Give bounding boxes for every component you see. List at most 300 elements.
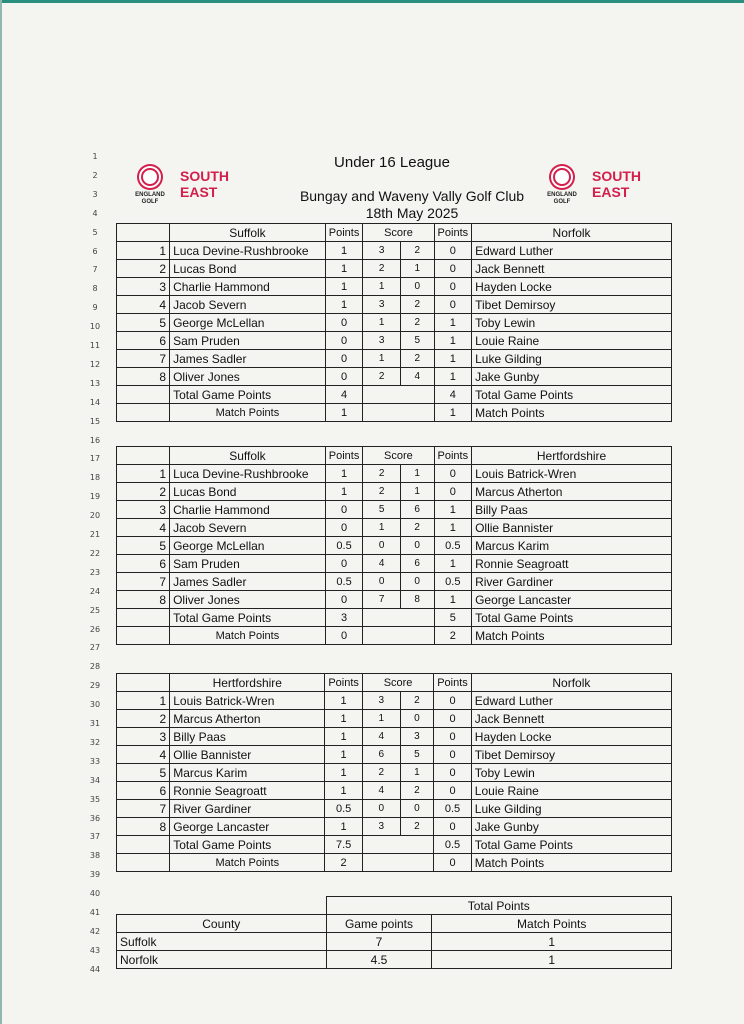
- row-number: 10: [89, 322, 101, 332]
- player-a-name: Jacob Severn: [170, 519, 326, 537]
- row-number: 14: [89, 397, 101, 407]
- player-b-name: Jake Gunby: [471, 818, 671, 836]
- player-a-points: 1: [325, 710, 363, 728]
- player-a-name: Jacob Severn: [170, 296, 326, 314]
- player-b-points: 0: [434, 692, 472, 710]
- player-b-score: 0: [400, 537, 434, 555]
- match-table: [116, 673, 672, 872]
- table-row: [117, 519, 672, 537]
- game-number: 8: [117, 818, 170, 836]
- player-a-name: James Sadler: [170, 350, 326, 368]
- logo-eg-line1: ENGLAND: [547, 192, 577, 198]
- player-a-name: Luca Devine-Rushbrooke: [170, 242, 326, 260]
- player-b-score: 1: [400, 764, 434, 782]
- row-number: 24: [89, 586, 101, 596]
- player-a-score: 4: [363, 555, 401, 573]
- player-b-points: 0: [434, 710, 472, 728]
- player-b-name: Marcus Atherton: [472, 483, 672, 501]
- total-game-points-label: Total Game Points: [170, 386, 326, 404]
- row-number: 11: [89, 341, 101, 350]
- table-row: [117, 368, 672, 386]
- player-b-name: Jack Bennett: [471, 710, 671, 728]
- player-b-name: Tibet Demirsoy: [472, 296, 672, 314]
- player-a-points: 1: [325, 818, 363, 836]
- game-number: 2: [117, 483, 170, 501]
- match-points-label: Match Points: [472, 404, 672, 422]
- row-number: 2: [92, 170, 98, 180]
- game-number: 4: [117, 746, 170, 764]
- player-b-points: 0: [434, 465, 472, 483]
- row-number: 27: [89, 643, 101, 653]
- player-a-score: 2: [363, 483, 401, 501]
- game-number: 2: [117, 710, 170, 728]
- player-b-points: 1: [434, 368, 472, 386]
- player-a-name: George McLellan: [170, 314, 326, 332]
- row-number: 8: [92, 284, 98, 294]
- player-b-points: 0.5: [434, 573, 472, 591]
- player-b-score: 0: [400, 573, 434, 591]
- row-number: 39: [89, 870, 101, 880]
- table-row: [117, 951, 672, 969]
- player-a-points: 0: [325, 314, 363, 332]
- player-a-points: 0: [325, 501, 363, 519]
- player-a-points: 1: [325, 782, 363, 800]
- table-row: [117, 933, 672, 951]
- game-number: 6: [117, 782, 170, 800]
- row-number: 20: [89, 511, 101, 521]
- game-number: 1: [117, 242, 170, 260]
- scan-edge-top: [0, 0, 744, 3]
- player-b-name: Edward Luther: [471, 692, 671, 710]
- player-b-score: 8: [400, 591, 434, 609]
- row-number: 36: [89, 813, 101, 823]
- league-title: Under 16 League: [334, 154, 450, 171]
- match-points-value: 1: [432, 933, 672, 951]
- player-b-name: Luke Gilding: [472, 350, 672, 368]
- game-number: 8: [117, 591, 170, 609]
- logo-eg-line1: ENGLAND: [135, 192, 165, 198]
- player-b-score: 1: [400, 483, 434, 501]
- game-number: 3: [117, 501, 170, 519]
- game-number: 4: [117, 296, 170, 314]
- player-a-points: 1: [325, 296, 363, 314]
- match-table: [116, 223, 672, 422]
- total-points-title: Total Points: [326, 897, 671, 915]
- game-number: 7: [117, 350, 170, 368]
- player-a-score: 2: [363, 465, 401, 483]
- score-column-header: Score: [363, 224, 434, 242]
- game-number: 5: [117, 537, 170, 555]
- player-b-score: 2: [400, 314, 434, 332]
- match-points-label: Match Points: [170, 627, 326, 645]
- england-golf-rose-icon: [130, 164, 170, 206]
- game-number: 3: [117, 728, 170, 746]
- row-number: 43: [89, 945, 101, 955]
- player-b-name: George Lancaster: [472, 591, 672, 609]
- row-number: 12: [89, 359, 101, 369]
- player-a-score: 3: [362, 692, 400, 710]
- row-number: 5: [92, 227, 98, 237]
- player-b-score: 2: [400, 782, 434, 800]
- player-a-points: 0.5: [325, 800, 363, 818]
- player-a-name: River Gardiner: [170, 800, 325, 818]
- row-number: 30: [89, 700, 101, 710]
- team-b-match-points: 1: [434, 404, 472, 422]
- player-b-points: 1: [434, 314, 472, 332]
- player-b-name: Hayden Locke: [472, 278, 672, 296]
- player-a-score: 4: [362, 728, 400, 746]
- points-column-header: Points: [434, 447, 472, 465]
- logo-eg-line2: GOLF: [553, 199, 571, 205]
- points-column-header: Points: [434, 674, 472, 692]
- row-number: 35: [89, 794, 101, 804]
- team-a-header: Suffolk: [170, 224, 326, 242]
- player-b-score: 2: [400, 350, 434, 368]
- row-number: 44: [89, 964, 101, 974]
- player-a-points: 1: [325, 278, 363, 296]
- logo-text-line2: EAST: [180, 184, 218, 200]
- row-number: 19: [89, 492, 101, 502]
- player-b-points: 1: [434, 332, 472, 350]
- player-a-name: Ollie Bannister: [170, 746, 325, 764]
- logo-text-line2: EAST: [592, 184, 630, 200]
- england-golf-logo-right: [542, 164, 641, 206]
- table-row: [117, 314, 672, 332]
- player-b-score: 2: [400, 818, 434, 836]
- player-b-points: 0.5: [434, 800, 472, 818]
- player-b-score: 4: [400, 368, 434, 386]
- player-b-points: 1: [434, 591, 472, 609]
- table-row: [117, 764, 672, 782]
- player-b-score: 6: [400, 555, 434, 573]
- match-points-label: Match Points: [170, 404, 326, 422]
- match-date: 18th May 2025: [365, 205, 459, 221]
- player-b-name: Louis Batrick-Wren: [472, 465, 672, 483]
- player-b-name: Jake Gunby: [472, 368, 672, 386]
- player-b-name: Tibet Demirsoy: [471, 746, 671, 764]
- player-b-name: Jack Bennett: [472, 260, 672, 278]
- match-points-label: Match Points: [472, 627, 672, 645]
- team-a-match-points: 0: [325, 627, 363, 645]
- player-a-points: 0: [325, 591, 363, 609]
- team-b-header: Hertfordshire: [472, 447, 672, 465]
- player-b-score: 5: [400, 332, 434, 350]
- player-b-score: 6: [400, 501, 434, 519]
- match-points-column-header: Match Points: [432, 915, 672, 933]
- row-number: 22: [89, 548, 101, 558]
- player-a-name: Charlie Hammond: [170, 501, 326, 519]
- row-number: 28: [89, 662, 101, 672]
- game-number: 4: [117, 519, 170, 537]
- team-b-header: Norfolk: [472, 224, 672, 242]
- player-b-score: 2: [400, 242, 434, 260]
- game-number: 6: [117, 332, 170, 350]
- player-a-name: George McLellan: [170, 537, 326, 555]
- table-row: [117, 800, 672, 818]
- score-column-header: Score: [362, 674, 433, 692]
- match-points-label: Match Points: [471, 854, 671, 872]
- table-row: [117, 746, 672, 764]
- player-a-name: Lucas Bond: [170, 483, 326, 501]
- table-row: [117, 501, 672, 519]
- row-number: 6: [92, 246, 98, 256]
- table-row: [117, 728, 672, 746]
- row-number: 29: [89, 681, 101, 691]
- table-row: [117, 278, 672, 296]
- team-b-total: 0.5: [434, 836, 472, 854]
- row-number: 34: [89, 775, 101, 785]
- table-row: [117, 591, 672, 609]
- player-b-points: 1: [434, 555, 472, 573]
- table-row: [117, 692, 672, 710]
- player-a-points: 0: [325, 368, 363, 386]
- player-a-points: 0: [325, 332, 363, 350]
- player-b-name: Edward Luther: [472, 242, 672, 260]
- player-b-points: 0: [434, 728, 472, 746]
- player-a-score: 0: [363, 573, 401, 591]
- player-a-name: James Sadler: [170, 573, 326, 591]
- row-number: 32: [89, 737, 101, 747]
- match-points-label: Match Points: [170, 854, 325, 872]
- total-game-points-label: Total Game Points: [471, 836, 671, 854]
- team-a-total: 7.5: [325, 836, 363, 854]
- player-b-score: 2: [400, 296, 434, 314]
- table-row: [117, 573, 672, 591]
- player-a-score: 1: [362, 710, 400, 728]
- row-number: 16: [89, 435, 101, 445]
- row-number: 9: [92, 303, 98, 313]
- county-column-header: County: [117, 915, 327, 933]
- row-number: 26: [89, 624, 101, 634]
- player-b-score: 5: [400, 746, 434, 764]
- logo-text-line1: SOUTH: [180, 168, 229, 184]
- team-b-total: 5: [434, 609, 472, 627]
- player-b-points: 0: [434, 818, 472, 836]
- county-name: Suffolk: [117, 933, 327, 951]
- table-row: [117, 555, 672, 573]
- row-number: 15: [89, 416, 101, 426]
- team-a-total: 3: [325, 609, 363, 627]
- table-row: [117, 296, 672, 314]
- total-points-table: [116, 896, 672, 969]
- player-a-points: 0: [325, 350, 363, 368]
- total-game-points-row: [117, 386, 672, 404]
- player-a-points: 1: [325, 260, 363, 278]
- player-a-score: 1: [363, 314, 401, 332]
- player-a-name: Oliver Jones: [170, 591, 326, 609]
- player-a-name: Billy Paas: [170, 728, 325, 746]
- table-row: [117, 350, 672, 368]
- points-column-header: Points: [325, 447, 363, 465]
- player-a-points: 1: [325, 465, 363, 483]
- player-b-score: 1: [400, 465, 434, 483]
- player-b-name: Ronnie Seagroatt: [472, 555, 672, 573]
- game-number: 5: [117, 314, 170, 332]
- logo-eg-line2: GOLF: [141, 199, 159, 205]
- match-points-value: 1: [432, 951, 672, 969]
- player-a-score: 3: [362, 818, 400, 836]
- player-b-points: 0: [434, 242, 472, 260]
- row-number: 37: [89, 832, 101, 842]
- game-number: 3: [117, 278, 170, 296]
- points-column-header: Points: [325, 224, 363, 242]
- venue-name: Bungay and Waveny Vally Golf Club: [299, 188, 525, 204]
- game-number: 6: [117, 555, 170, 573]
- total-game-points-row: [117, 836, 672, 854]
- player-b-score: 1: [400, 260, 434, 278]
- player-a-name: Sam Pruden: [170, 332, 326, 350]
- logo-text-line1: SOUTH: [592, 168, 641, 184]
- row-number: 23: [89, 567, 101, 577]
- row-number: 42: [89, 926, 101, 936]
- game-points-column-header: Game points: [326, 915, 432, 933]
- row-number: 38: [89, 851, 101, 861]
- player-a-score: 7: [363, 591, 401, 609]
- table-row: [117, 782, 672, 800]
- player-b-name: Billy Paas: [472, 501, 672, 519]
- player-a-name: Luca Devine-Rushbrooke: [170, 465, 326, 483]
- total-game-points-row: [117, 609, 672, 627]
- county-name: Norfolk: [117, 951, 327, 969]
- points-column-header: Points: [434, 224, 472, 242]
- player-a-name: Louis Batrick-Wren: [170, 692, 325, 710]
- match-points-row: [117, 404, 672, 422]
- player-a-points: 0: [325, 555, 363, 573]
- player-b-name: Marcus Karim: [472, 537, 672, 555]
- player-a-score: 2: [363, 260, 401, 278]
- game-number: 2: [117, 260, 170, 278]
- team-b-header: Norfolk: [471, 674, 671, 692]
- team-b-match-points: 2: [434, 627, 472, 645]
- score-column-header: Score: [363, 447, 434, 465]
- row-number: 18: [89, 473, 101, 483]
- player-b-points: 1: [434, 501, 472, 519]
- row-number: 41: [89, 908, 101, 917]
- table-row: [117, 242, 672, 260]
- player-b-score: 0: [400, 710, 434, 728]
- player-b-points: 0: [434, 296, 472, 314]
- player-a-score: 0: [362, 800, 400, 818]
- team-b-total: 4: [434, 386, 472, 404]
- player-a-score: 1: [363, 350, 401, 368]
- player-a-score: 3: [363, 332, 401, 350]
- total-game-points-label: Total Game Points: [472, 609, 672, 627]
- player-b-points: 0: [434, 782, 472, 800]
- table-row: [117, 465, 672, 483]
- table-row: [117, 483, 672, 501]
- player-b-name: Hayden Locke: [471, 728, 671, 746]
- player-a-name: Oliver Jones: [170, 368, 326, 386]
- player-a-points: 1: [325, 483, 363, 501]
- player-a-score: 3: [363, 296, 401, 314]
- player-b-points: 1: [434, 350, 472, 368]
- row-number: 33: [89, 756, 101, 766]
- total-game-points-label: Total Game Points: [170, 836, 325, 854]
- row-number: 13: [89, 378, 101, 388]
- game-number: 8: [117, 368, 170, 386]
- england-golf-rose-icon: [542, 164, 582, 206]
- player-b-score: 3: [400, 728, 434, 746]
- table-row: [117, 818, 672, 836]
- team-a-match-points: 2: [325, 854, 363, 872]
- row-number: 25: [89, 605, 101, 615]
- row-number: 31: [89, 719, 101, 728]
- player-b-name: Toby Lewin: [471, 764, 671, 782]
- england-golf-logo-left: [130, 164, 229, 206]
- player-b-name: Louie Raine: [471, 782, 671, 800]
- table-row: [117, 710, 672, 728]
- table-row: [117, 332, 672, 350]
- total-game-points-label: Total Game Points: [472, 386, 672, 404]
- results-sheet: [82, 148, 692, 980]
- game-number: 7: [117, 573, 170, 591]
- player-a-points: 0: [325, 519, 363, 537]
- player-b-points: 0: [434, 278, 472, 296]
- game-number: 5: [117, 764, 170, 782]
- player-a-points: 1: [325, 746, 363, 764]
- player-a-score: 6: [362, 746, 400, 764]
- player-b-points: 1: [434, 519, 472, 537]
- player-b-score: 2: [400, 692, 434, 710]
- player-a-points: 0.5: [325, 573, 363, 591]
- player-a-score: 1: [363, 519, 401, 537]
- player-b-name: Louie Raine: [472, 332, 672, 350]
- player-a-score: 1: [363, 278, 401, 296]
- table-row: [117, 260, 672, 278]
- scan-edge-left: [0, 0, 2, 1024]
- player-b-points: 0.5: [434, 537, 472, 555]
- player-a-points: 1: [325, 764, 363, 782]
- match-points-row: [117, 627, 672, 645]
- player-a-name: Ronnie Seagroatt: [170, 782, 325, 800]
- match-table: [116, 446, 672, 645]
- player-b-score: 0: [400, 800, 434, 818]
- game-number: 1: [117, 465, 170, 483]
- player-a-score: 4: [362, 782, 400, 800]
- player-b-name: River Gardiner: [472, 573, 672, 591]
- row-number: 4: [92, 208, 98, 218]
- team-a-total: 4: [325, 386, 363, 404]
- player-a-name: Sam Pruden: [170, 555, 326, 573]
- game-number: 1: [117, 692, 170, 710]
- player-a-score: 2: [363, 368, 401, 386]
- row-number: 21: [89, 530, 101, 539]
- game-number: 7: [117, 800, 170, 818]
- player-b-score: 0: [400, 278, 434, 296]
- player-b-points: 0: [434, 483, 472, 501]
- player-b-name: Luke Gilding: [471, 800, 671, 818]
- team-a-match-points: 1: [325, 404, 363, 422]
- row-number: 7: [92, 265, 98, 275]
- player-b-name: Ollie Bannister: [472, 519, 672, 537]
- player-b-points: 0: [434, 764, 472, 782]
- total-game-points-label: Total Game Points: [170, 609, 326, 627]
- player-a-score: 3: [363, 242, 401, 260]
- player-a-score: 2: [362, 764, 400, 782]
- player-b-score: 2: [400, 519, 434, 537]
- player-b-points: 0: [434, 260, 472, 278]
- player-a-name: Lucas Bond: [170, 260, 326, 278]
- player-a-name: Marcus Karim: [170, 764, 325, 782]
- row-number: 1: [92, 152, 98, 161]
- player-a-points: 1: [325, 728, 363, 746]
- team-a-header: Suffolk: [170, 447, 326, 465]
- row-number: 17: [89, 454, 101, 464]
- match-points-row: [117, 854, 672, 872]
- player-b-points: 0: [434, 746, 472, 764]
- game-points-value: 4.5: [326, 951, 432, 969]
- player-a-name: George Lancaster: [170, 818, 325, 836]
